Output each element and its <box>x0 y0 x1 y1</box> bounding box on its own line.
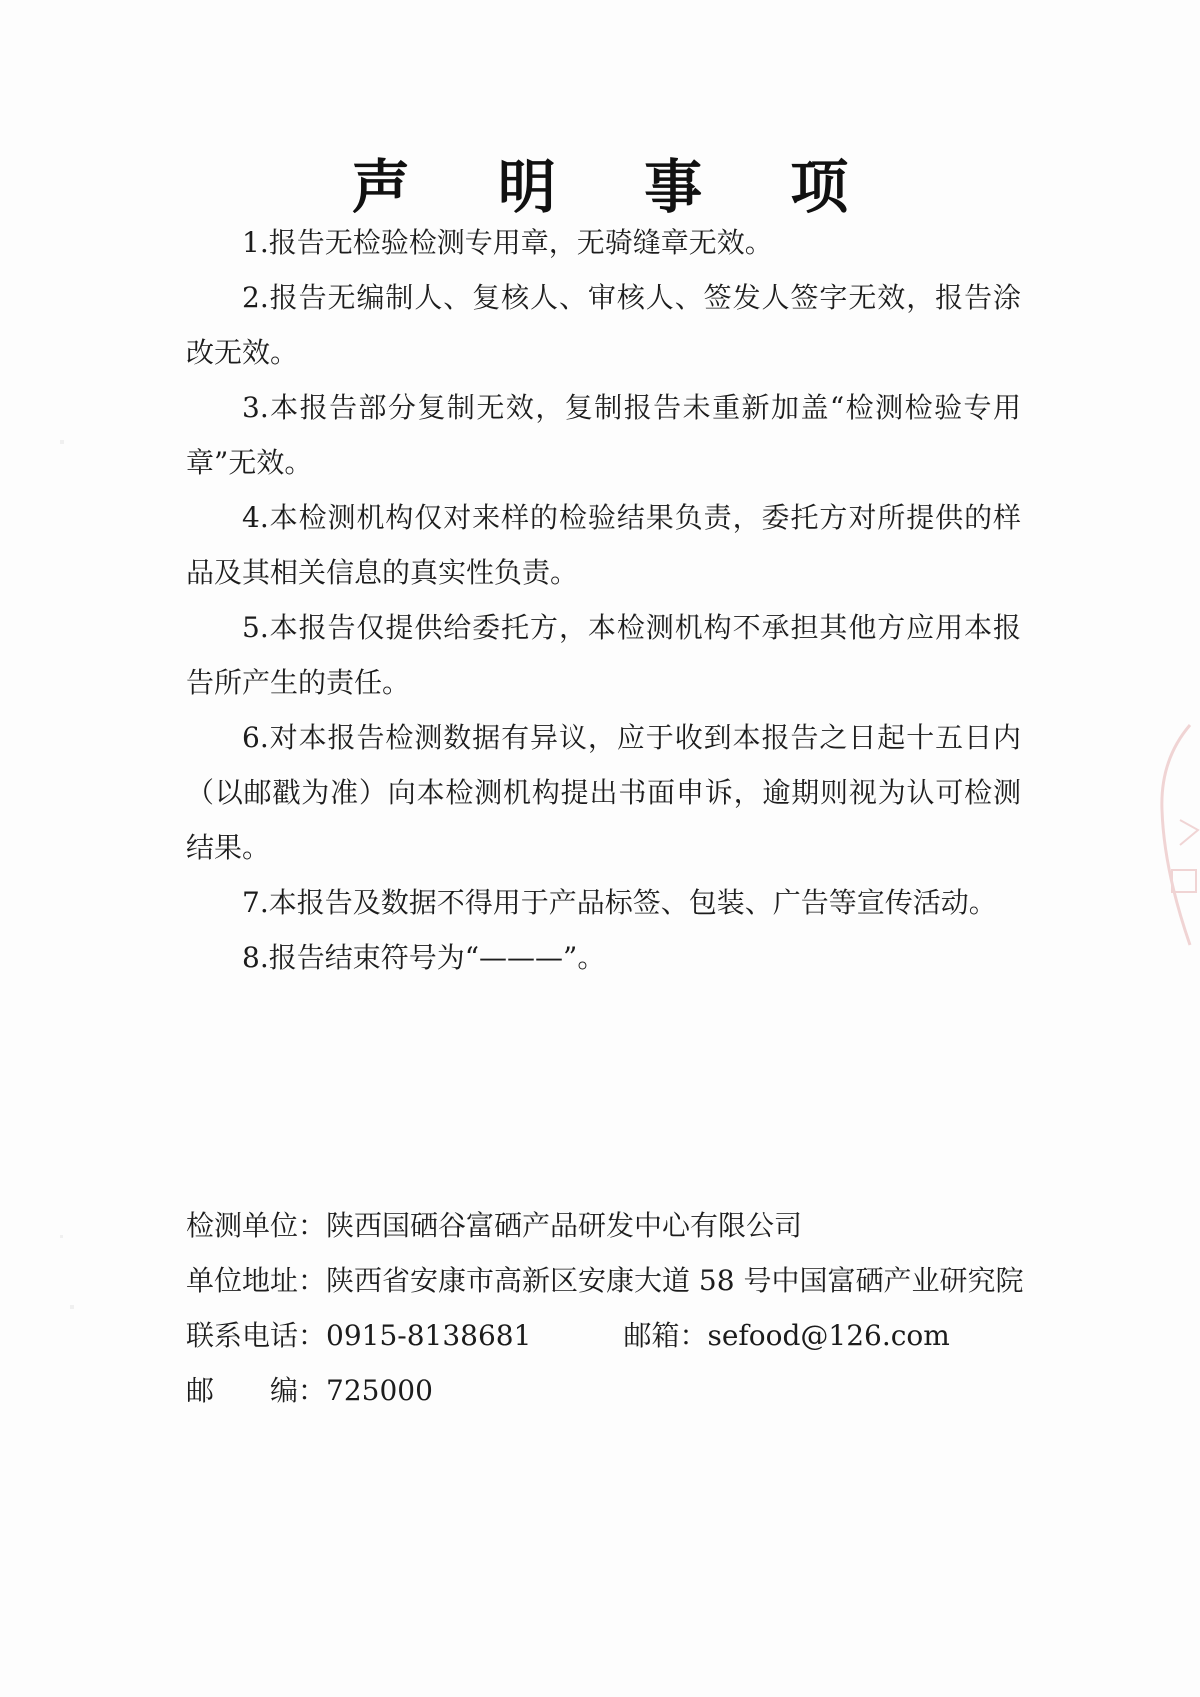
postal-code-row <box>186 1363 1046 1418</box>
phone-email-row <box>186 1308 1046 1363</box>
email-label: 邮箱： <box>623 1319 708 1352</box>
email-value: sefood@126.com <box>707 1319 950 1352</box>
seal-stamp-fragment <box>1150 720 1200 950</box>
statement-item-3: 3.本报告部分复制无效，复制报告未重新加盖“检测检验专用章”无效。 <box>186 391 1021 479</box>
phone-label: 联系电话： <box>186 1319 327 1352</box>
contact-info <box>186 1198 1046 1418</box>
address-row <box>186 1253 1046 1308</box>
show-through-mark <box>60 440 64 444</box>
statement-item-7: 7.本报告及数据不得用于产品标签、包装、广告等宣传活动。 <box>242 886 997 919</box>
statement-item-5: 5.本报告仅提供给委托方，本检测机构不承担其他方应用本报告所产生的责任。 <box>186 611 1021 699</box>
postal-code-value: 725000 <box>326 1374 433 1407</box>
statement-item-1: 1.报告无检验检测专用章，无骑缝章无效。 <box>242 226 773 259</box>
testing-unit-value: 陕西国硒谷富硒产品研发中心有限公司 <box>326 1209 803 1242</box>
postal-label-part-2: 编： <box>270 1374 327 1407</box>
address-label: 单位地址： <box>186 1264 327 1297</box>
statement-item-2: 2.报告无编制人、复核人、审核人、签发人签字无效，报告涂改无效。 <box>186 281 1021 369</box>
statement-item-4: 4.本检测机构仅对来样的检验结果负责，委托方对所提供的样品及其相关信息的真实性负责。 <box>186 501 1021 589</box>
postal-label-part-1: 邮 <box>186 1374 215 1407</box>
page-title: 声 明 事 项 <box>351 153 883 221</box>
statement-item-8: 8.报告结束符号为“———”。 <box>242 941 606 974</box>
phone-value: 0915-8138681 <box>326 1319 532 1352</box>
show-through-mark <box>60 1235 63 1238</box>
testing-unit-label: 检测单位： <box>186 1209 327 1242</box>
show-through-mark <box>70 1305 74 1309</box>
testing-unit-row <box>186 1198 1046 1253</box>
statement-list <box>186 215 1021 985</box>
statement-item-6: 6.对本报告检测数据有异议，应于收到本报告之日起十五日内（以邮戳为准）向本检测机构提出书面申诉，逾期则视为认可检测结果。 <box>186 721 1021 864</box>
address-value: 陕西省安康市高新区安康大道 58 号中国富硒产业研究院 <box>326 1264 1024 1297</box>
